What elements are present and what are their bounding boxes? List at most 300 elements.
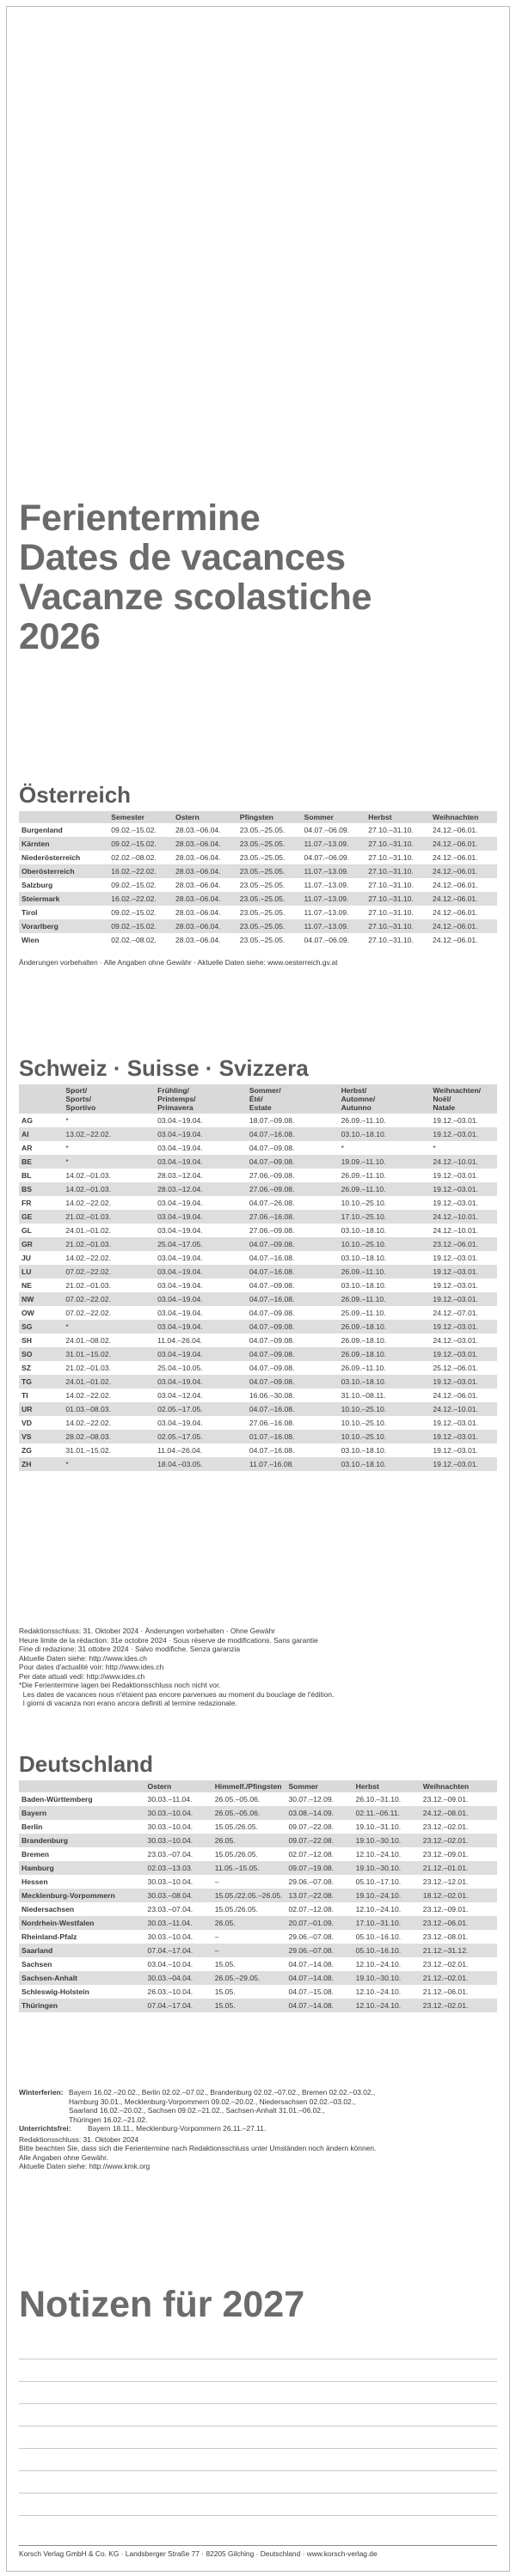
table-row (19, 1402, 497, 1416)
table-cell: 03.10.–18.10. (341, 1226, 387, 1235)
table-cell: 12.10.–24.10. (355, 1905, 402, 1914)
table-cell: 19.12.–03.01. (430, 1457, 497, 1471)
table-cell: 03.04.–19.04. (157, 1199, 203, 1207)
table-cell: * (63, 1320, 155, 1334)
table-cell: 24.12.–10.01. (430, 1402, 497, 1416)
row-label: ZG (22, 1446, 32, 1455)
ruled-line (19, 2515, 497, 2516)
title-line: Ferientermine (19, 497, 261, 539)
table-cell: 11.07.–16.08. (247, 1457, 339, 1471)
table-cell: 23.12.–09.01. (422, 1905, 469, 1914)
table-cell: 04.07.–09.08. (247, 1237, 339, 1251)
table-cell: 11.04.–26.04. (157, 1336, 203, 1345)
row-label: Kärnten (19, 837, 108, 851)
table-cell: 02.11.–06.11. (353, 1806, 421, 1820)
table-cell: 15.05. (214, 1987, 236, 1996)
row-label: UR (19, 1402, 63, 1416)
table-cell: 25.12.–06.01. (433, 1364, 478, 1372)
table-cell: 15.05./26.05. (214, 1905, 258, 1914)
germany-notes (19, 2135, 497, 2171)
table-body (19, 823, 497, 947)
table-cell: 28.03.–06.04. (173, 864, 237, 878)
table-cell: 23.12.–08.01. (422, 1932, 469, 1941)
table-cell: 27.10.–31.10. (368, 936, 414, 944)
table-cell: * (65, 1116, 69, 1125)
row-label: GR (19, 1237, 63, 1251)
table-cell: 24.12.–06.01. (433, 853, 478, 862)
table-cell: – (212, 1944, 286, 1957)
table-head (19, 1780, 497, 1792)
table-cell: 12.10.–24.10. (353, 1999, 421, 2012)
note-line: Bitte beachten Sie, dass sich die Ferientermine nach Redaktionsschluss unter Umständen noch ändern können. (19, 2144, 377, 2152)
table-cell: 30.03.–10.04. (147, 1822, 194, 1831)
table-row (19, 1265, 497, 1279)
table-cell: 09.02.–15.02. (111, 826, 157, 834)
row-label: JU (22, 1254, 31, 1262)
table-cell: 19.12.–03.01. (430, 1265, 497, 1279)
table-cell: 19.10.–30.10. (353, 1861, 421, 1875)
table-cell: 26.09.–11.10. (341, 1171, 386, 1180)
note-line: Pour dates d'actualité voir: http://www.ides.ch (19, 1663, 164, 1671)
table-cell: 04.07.–16.08. (249, 1446, 295, 1455)
austria-note: Änderungen vorbehalten · Alle Angaben ohne Gewähr · Aktuelle Daten siehe: www.oesterreich.gv.at (19, 958, 338, 967)
table-cell: 04.07.–06.09. (304, 936, 350, 944)
table-cell: 11.07.–13.09. (304, 881, 349, 889)
table-cell: 12.10.–24.10. (355, 1850, 402, 1859)
table-row (19, 1985, 497, 1999)
table-cell: 23.05.–25.05. (239, 936, 286, 944)
table-cell: 07.02.–22.02. (63, 1265, 155, 1279)
table-cell: 03.10.–18.10. (341, 1446, 387, 1455)
title-year: 2026 (19, 616, 101, 657)
ruled-line (19, 2403, 497, 2404)
table-cell: 04.07.–16.08. (249, 1254, 295, 1262)
table-cell: 05.10.–16.10. (355, 1932, 402, 1941)
table-cell: 04.07.–16.08. (247, 1292, 339, 1306)
table-row (19, 919, 497, 933)
table-cell: 10.10.–25.10. (339, 1237, 431, 1251)
table-cell: 24.01.–08.02. (65, 1336, 111, 1345)
table-cell: 11.07.–13.09. (302, 892, 366, 906)
table-cell: 24.12.–10.01. (430, 1155, 497, 1169)
note-line: Bayern 16.02.–20.02., Berlin 02.02.–07.02., Brandenburg 02.02.–07.02., Bremen 02.02.–03.02., (69, 2088, 376, 2097)
table-cell: 09.07.–22.08. (286, 1834, 353, 1847)
table-cell: 03.04.–19.04. (157, 1116, 203, 1125)
table-cell: 30.03.–10.04. (145, 1806, 212, 1820)
row-label: Niedersachsen (22, 1905, 75, 1914)
row-label: Bayern (19, 1806, 145, 1820)
row-label: LU (19, 1265, 63, 1279)
ruled-line (19, 2493, 497, 2494)
column-header (19, 811, 108, 823)
table-cell: 23.12.–02.01. (421, 1999, 497, 2012)
table-cell: 16.02.–22.02. (108, 864, 173, 878)
table-cell: 03.04.–19.04. (157, 1281, 203, 1290)
table-cell: 24.12.–06.01. (433, 908, 478, 917)
note-line: Fine di redazione: 31 ottobre 2024 · Salvo modifiche. Senza garanzia (19, 1645, 240, 1653)
row-label: Mecklenburg-Vorpommern (19, 1889, 145, 1902)
table-row (19, 1237, 497, 1251)
germany-table (19, 1780, 497, 2012)
table-cell: – (214, 1932, 219, 1941)
table-row (19, 823, 497, 837)
table-cell: 19.10.–30.10. (353, 1834, 421, 1847)
table-cell: 03.10.–18.10. (341, 1254, 387, 1262)
table-cell: 24.12.–06.01. (433, 826, 478, 834)
table-cell: 21.12.–31.12. (421, 1944, 497, 1957)
column-header: Semester (108, 811, 173, 823)
table-cell: * (341, 1144, 344, 1152)
note-line: Hamburg 30.01., Mecklenburg-Vorpommern 09.02.–20.02., Niedersachsen 02.02.–03.02., (69, 2097, 356, 2106)
table-cell: 04.07.–09.08. (249, 1281, 295, 1290)
table-cell: 03.04.–19.04. (157, 1226, 203, 1235)
table-cell: 03.10.–18.10. (339, 1127, 431, 1141)
table-cell: 19.12.–03.01. (430, 1127, 497, 1141)
table-row (19, 1306, 497, 1320)
column-header: Himmelf./Pfingsten (212, 1780, 286, 1792)
row-label: Niederösterreich (22, 853, 81, 862)
row-label: Oberösterreich (19, 864, 108, 878)
table-row (19, 1182, 497, 1196)
row-label: OW (22, 1309, 34, 1317)
table-row (19, 1847, 497, 1861)
table-row (19, 864, 497, 878)
table-row (19, 1416, 497, 1430)
table-cell: 19.10.–31.10. (355, 1822, 402, 1831)
table-cell: 07.02.–22.02. (63, 1292, 155, 1306)
row-label: NE (22, 1281, 32, 1290)
column-header: Sommer (302, 811, 366, 823)
table-cell: 27.10.–31.10. (368, 826, 414, 834)
table-cell: 03.04.–19.04. (155, 1375, 247, 1389)
row-label: Burgenland (22, 826, 63, 834)
note-line: Redaktionsschluss: 31. Oktober 2024 · Änderungen vorbehalten · Ohne Gewähr (19, 1627, 275, 1635)
table-cell: 07.02.–22.02. (65, 1309, 111, 1317)
table-cell: 14.02.–22.02. (65, 1391, 111, 1400)
table-cell: 05.10.–16.10. (353, 1944, 421, 1957)
table-cell: 19.12.–03.01. (430, 1320, 497, 1334)
table-cell: 21.12.–06.01. (422, 1987, 469, 1996)
winter-label: Winterferien: (19, 2088, 64, 2097)
table-cell: 19.12.–03.01. (430, 1292, 497, 1306)
table-cell: 02.07.–12.08. (288, 1905, 335, 1914)
table-cell: 01.03.–08.03. (63, 1402, 155, 1416)
table-cell: 11.07.–13.09. (302, 919, 366, 933)
table-cell: 27.06.–16.08. (247, 1210, 339, 1224)
table-cell: 28.03.–06.04. (175, 853, 221, 862)
table-cell: 12.10.–24.10. (355, 1960, 402, 1969)
table-cell: 04.07.–09.08. (249, 1336, 295, 1345)
table-cell: 24.12.–06.01. (430, 892, 497, 906)
table-cell: 03.04.–19.04. (155, 1155, 247, 1169)
row-label: VD (22, 1419, 32, 1427)
note-line: Per date attuali vedi: http://www.ides.ch (19, 1671, 145, 1681)
table-cell: 23.12.–06.01. (421, 1916, 497, 1930)
table-header-row (19, 1084, 497, 1114)
table-row (19, 1444, 497, 1457)
table-cell: 04.07.–16.08. (247, 1402, 339, 1416)
row-label: Saarland (19, 1944, 145, 1957)
table-cell: 04.07.–09.08. (247, 1155, 339, 1169)
note-line: Redaktionsschluss: 31. Oktober 2024 (19, 2134, 139, 2144)
table-cell: 04.07.–06.09. (304, 826, 350, 834)
table-cell: 11.07.–13.09. (302, 837, 366, 851)
table-cell: 14.02.–01.03. (65, 1171, 111, 1180)
table-cell: 23.05.–25.05. (237, 837, 302, 851)
row-label: Schleswig-Holstein (22, 1987, 89, 1996)
table-cell: 09.07.–19.08. (286, 1861, 353, 1875)
row-label: BS (19, 1182, 63, 1196)
table-cell: 30.03.–08.04. (145, 1889, 212, 1902)
table-cell: 19.12.–03.01. (430, 1430, 497, 1444)
table-cell: 10.10.–25.10. (339, 1402, 431, 1416)
table-cell: 17.10.–25.10. (339, 1210, 431, 1224)
table-row (19, 1902, 497, 1916)
row-label: Thüringen (19, 1999, 145, 2012)
table-cell: 23.12.–06.01. (430, 1237, 497, 1251)
table-row (19, 837, 497, 851)
column-header: Herbst (366, 811, 430, 823)
table-cell: 30.03.–10.04. (145, 1834, 212, 1847)
table-cell: 26.05.–29.05. (212, 1971, 286, 1985)
winter-lines (69, 2088, 375, 2124)
table-row (19, 906, 497, 919)
table-cell: 19.12.–03.01. (433, 1419, 478, 1427)
table-cell: 21.02.–01.03. (63, 1210, 155, 1224)
austria-title: Österreich (19, 782, 132, 808)
table-cell: 27.06.–09.08. (247, 1182, 339, 1196)
row-label: Salzburg (22, 881, 53, 889)
table-cell: 30.03.–11.04. (145, 1916, 212, 1930)
column-header: Weihnachten/ Noël/ Natale (430, 1084, 497, 1114)
table-cell: 15.05./26.05. (214, 1822, 258, 1831)
table-cell: 10.10.–25.10. (339, 1430, 431, 1444)
table-cell: 23.05.–25.05. (237, 864, 302, 878)
table-row (19, 1889, 497, 1902)
table-cell: 19.10.–24.10. (353, 1889, 421, 1902)
table-row (19, 1196, 497, 1210)
table-cell: 21.12.–01.01. (421, 1861, 497, 1875)
column-header (19, 1084, 63, 1114)
row-label: TG (19, 1375, 63, 1389)
table-cell: 02.02.–08.02. (111, 936, 157, 944)
table-cell: 23.05.–25.05. (237, 892, 302, 906)
table-row (19, 933, 497, 947)
table-cell: 28.02.–08.03. (63, 1430, 155, 1444)
table-cell: 04.07.–16.08. (247, 1265, 339, 1279)
column-header: Herbst/ Automne/ Autunno (339, 1084, 431, 1114)
table-cell: 24.12.–06.01. (433, 1391, 478, 1400)
column-header: Pfingsten (237, 811, 302, 823)
free-days (19, 2124, 497, 2133)
table-cell: 23.05.–25.05. (237, 919, 302, 933)
table-row (19, 1334, 497, 1347)
table-cell: 26.10.–31.10. (355, 1795, 402, 1804)
table-cell: 21.02.–01.03. (63, 1237, 155, 1251)
table-cell: 26.05. (212, 1916, 286, 1930)
table-cell: 03.04.–19.04. (155, 1292, 247, 1306)
row-label: SZ (22, 1364, 31, 1372)
table-cell: 02.05.–17.05. (155, 1402, 247, 1416)
column-header: Ostern (173, 811, 237, 823)
table-cell: 04.07.–09.08. (249, 1144, 295, 1152)
table-cell: 02.07.–12.08. (288, 1850, 335, 1859)
free-text: Bayern 18.11., Mecklenburg-Vorpommern 26.11.–27.11. (88, 2124, 267, 2133)
table-cell: 25.04.–17.05. (155, 1237, 247, 1251)
table-cell: 21.02.–01.03. (65, 1281, 111, 1290)
table-cell: * (63, 1457, 155, 1471)
table-cell: 27.10.–31.10. (368, 853, 414, 862)
table-row (19, 1127, 497, 1141)
footer-publisher: Korsch Verlag GmbH & Co. KG · Landsberger Straße 77 · 82205 Gilching · Deutschland · www.korsch-verlag.de (19, 2549, 378, 2558)
table-cell: 16.06.–30.08. (249, 1391, 295, 1400)
table-header-row (19, 811, 497, 823)
table-cell: 24.12.–06.01. (433, 881, 478, 889)
table-cell: 30.07.–12.09. (288, 1795, 335, 1804)
table-cell: 23.05.–25.05. (239, 826, 286, 834)
column-header: Weihnachten (421, 1780, 497, 1792)
table-body (19, 1792, 497, 2012)
table-cell: 01.07.–16.08. (247, 1430, 339, 1444)
table-cell: * (433, 1144, 436, 1152)
table-cell: 29.06.–07.08. (286, 1944, 353, 1957)
row-label: BE (19, 1155, 63, 1169)
table-cell: 28.03.–06.04. (175, 908, 221, 917)
table-row (19, 1957, 497, 1971)
row-label: Baden-Württemberg (22, 1795, 93, 1804)
table-cell: 26.09.–18.10. (339, 1347, 431, 1361)
table-row (19, 1820, 497, 1834)
table-cell: 02.03.–13.03. (145, 1861, 212, 1875)
table-cell: 04.07.–09.08. (247, 1375, 339, 1389)
table-cell: 04.07.–09.08. (247, 1320, 339, 1334)
table-cell: 03.08.–14.09. (286, 1806, 353, 1820)
table-cell: 15.05. (212, 1999, 286, 2012)
table-cell: 19.09.–11.10. (339, 1155, 431, 1169)
row-label: NW (19, 1292, 63, 1306)
row-label: AG (22, 1116, 33, 1125)
table-cell: 28.03.–12.04. (157, 1171, 203, 1180)
table-cell: 09.02.–15.02. (111, 908, 157, 917)
row-label: SG (19, 1320, 63, 1334)
germany-holidays (19, 2088, 497, 2171)
swiss-table (19, 1084, 497, 1471)
table-cell: 13.07.–22.08. (286, 1889, 353, 1902)
row-label: Sachsen (22, 1960, 52, 1969)
table-cell: 25.09.–11.10. (341, 1309, 386, 1317)
table-row (19, 1279, 497, 1292)
row-label: Hamburg (19, 1861, 145, 1875)
table-cell: 27.10.–31.10. (366, 864, 430, 878)
table-cell: 24.12.–08.01. (421, 1806, 497, 1820)
table-cell: 24.12.–07.01. (433, 1309, 478, 1317)
table-cell: 09.02.–15.02. (108, 919, 173, 933)
table-cell: 09.02.–15.02. (108, 837, 173, 851)
table-cell: 26.05.–05.06. (212, 1806, 286, 1820)
table-cell: 23.12.–12.01. (422, 1877, 469, 1886)
table-cell: 27.10.–31.10. (366, 837, 430, 851)
table-cell: 04.07.–15.08. (288, 1987, 335, 1996)
table-row (19, 1806, 497, 1820)
row-label: Nordrhein-Westfalen (19, 1916, 145, 1930)
table-cell: 19.10.–30.10. (353, 1971, 421, 1985)
table-row (19, 1251, 497, 1265)
table-cell: 19.12.–03.01. (433, 1171, 478, 1180)
table-cell: 11.04.–26.04. (157, 1446, 203, 1455)
table-cell: 03.10.–18.10. (339, 1457, 431, 1471)
table-cell: 31.10.–08.11. (341, 1391, 386, 1400)
column-header: Sommer/ Été/ Estate (247, 1084, 339, 1114)
table-cell: 23.12.–02.01. (422, 1960, 469, 1969)
table-cell: 16.02.–22.02. (108, 892, 173, 906)
table-cell: 18.12.–02.01. (421, 1889, 497, 1902)
column-header: Frühling/ Printemps/ Primavera (155, 1084, 247, 1114)
table-cell: 23.03.–07.04. (147, 1905, 194, 1914)
table-cell: 03.04.–19.04. (155, 1127, 247, 1141)
table-cell: 29.06.–07.08. (288, 1877, 335, 1886)
row-label: Bremen (22, 1850, 49, 1859)
column-header: Weihnachten (430, 811, 497, 823)
table-cell: 26.05. (212, 1834, 286, 1847)
row-label: BL (22, 1171, 32, 1180)
table-cell: 11.05.–15.05. (212, 1861, 286, 1875)
table-cell: 14.02.–01.03. (63, 1182, 155, 1196)
table-cell: 03.04.–19.04. (155, 1320, 247, 1334)
row-label: Hessen (22, 1877, 48, 1886)
table-cell: 17.10.–31.10. (353, 1916, 421, 1930)
table-cell: 23.05.–25.05. (239, 853, 286, 862)
table-row (19, 1457, 497, 1471)
row-label: Sachsen-Anhalt (19, 1971, 145, 1985)
table-cell: 30.03.–10.04. (147, 1877, 194, 1886)
row-label: VS (19, 1430, 63, 1444)
table-cell: 15.05. (214, 1960, 236, 1969)
note-line: Les dates de vacances nous n'étaient pas encore parvenues au moment du bouclage de l'édition. (19, 1689, 335, 1699)
title-line: Dates de vacances (19, 537, 346, 578)
table-cell: 26.09.–18.10. (341, 1336, 387, 1345)
row-label: FR (22, 1199, 32, 1207)
table-cell: 28.03.–06.04. (175, 936, 221, 944)
table-cell: 04.07.–26.08. (249, 1199, 295, 1207)
row-label: Steiermark (19, 892, 108, 906)
table-row (19, 1861, 497, 1875)
table-row (19, 851, 497, 864)
column-header (19, 1780, 145, 1792)
table-row (19, 1916, 497, 1930)
note-line: Aktuelle Daten siehe: http://www.kmk.org (19, 2162, 150, 2170)
table-cell: 20.07.–01.09. (286, 1916, 353, 1930)
table-row (19, 1944, 497, 1957)
table-cell: 03.04.–19.04. (157, 1309, 203, 1317)
table-cell: 03.04.–12.04. (157, 1391, 203, 1400)
table-row (19, 1292, 497, 1306)
table-cell: 19.12.–03.01. (430, 1375, 497, 1389)
table-cell: 18.04.–03.05. (155, 1457, 247, 1471)
table-cell: 21.12.–02.01. (421, 1971, 497, 1985)
table-cell: 18.07.–09.08. (249, 1116, 295, 1125)
table-cell: 19.12.–03.01. (433, 1281, 478, 1290)
table-cell: 31.01.–15.02. (63, 1347, 155, 1361)
table-cell: 26.09.–18.10. (339, 1320, 431, 1334)
table-cell: 25.04.–10.05. (157, 1364, 203, 1372)
table-cell: 07.04.–17.04. (145, 1944, 212, 1957)
table-cell: 03.10.–18.10. (339, 1375, 431, 1389)
table-cell: 04.07.–09.08. (249, 1364, 295, 1372)
table-row (19, 1875, 497, 1889)
table-cell: 27.06.–09.08. (249, 1226, 295, 1235)
table-cell: 30.03.–11.04. (147, 1795, 193, 1804)
row-label: ZH (19, 1457, 63, 1471)
